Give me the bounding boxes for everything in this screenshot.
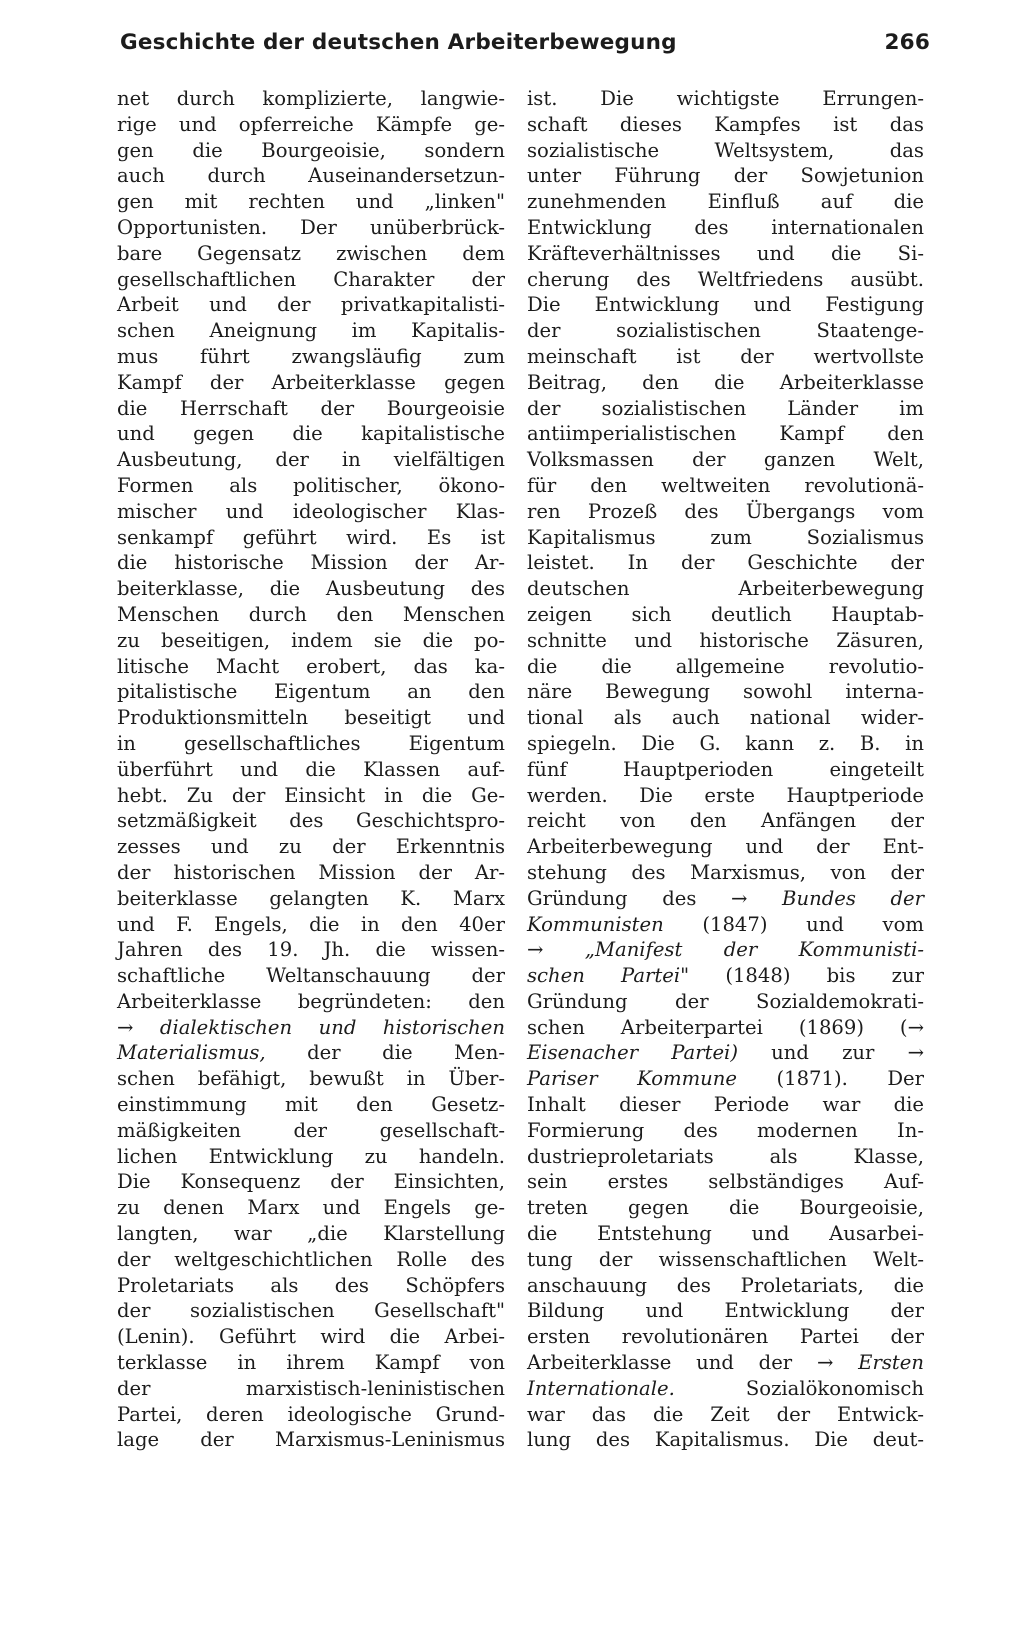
text-line: net durch komplizierte, langwie- — [117, 87, 505, 110]
text-line: die Entstehung und Ausarbei- — [527, 1222, 924, 1246]
text-line: Arbeiterbewegung und der Ent- — [527, 835, 924, 859]
text-line: Ausbeutung, der in vielfältigen — [117, 448, 505, 472]
crossref-term: Ersten — [833, 1351, 924, 1375]
text-line: gen mit rechten und „linken" — [117, 190, 505, 214]
text-line: setzmäßigkeit des Geschichtspro- — [117, 809, 505, 833]
text-line: der sozialistischen Länder im — [527, 396, 924, 420]
text-line: terklasse in ihrem Kampf von — [117, 1351, 505, 1375]
text-line: Kapitalismus zum Sozialismus — [527, 525, 924, 549]
text-line-crossref — [117, 1040, 505, 1066]
text-line-crossref — [527, 1040, 924, 1066]
text-line: zu denen Marx und Engels ge- — [117, 1196, 505, 1220]
text-line: einstimmung mit den Gesetz- — [117, 1093, 505, 1117]
text-line: der weltgeschichtlichen Rolle des — [117, 1247, 505, 1271]
text-run: (1871). Der — [737, 1067, 925, 1091]
text-line: Die Konsequenz der Einsichten, — [117, 1170, 505, 1194]
text-line: leistet. In der Geschichte der — [527, 551, 924, 575]
running-head — [120, 30, 930, 66]
text-line-crossref — [527, 1376, 924, 1402]
text-run: und zur → — [737, 1041, 924, 1065]
text-run: Gründung des — [527, 886, 732, 910]
text-line: Kräfteverhältnisses und die Si- — [527, 241, 924, 265]
text-line: der marxistisch-leninistischen — [117, 1376, 505, 1400]
text-line: lichen Entwicklung zu handeln. — [117, 1144, 505, 1168]
text-line: antiimperialistischen Kampf den — [527, 422, 924, 446]
text-line: ersten revolutionären Partei der — [527, 1325, 924, 1349]
text-line: stehung des Marxismus, von der — [527, 860, 924, 884]
crossref-term: Kommunisten — [527, 912, 664, 936]
text-line: Volksmassen der ganzen Welt, — [527, 448, 924, 472]
text-line: Bildung und Entwicklung der — [527, 1299, 924, 1323]
text-line-crossref — [527, 937, 924, 963]
text-line: und F. Engels, die in den 40er — [117, 912, 505, 936]
text-line: mus führt zwangsläufig zum — [117, 344, 505, 368]
text-line: Die Entwicklung und Festigung — [527, 293, 924, 317]
text-line: der sozialistischen Staatenge- — [527, 319, 924, 343]
text-line: Formen als politischer, ökono- — [117, 473, 505, 497]
text-line: die historische Mission der Ar- — [117, 551, 505, 575]
text-line: sein erstes selbständiges Auf- — [527, 1170, 924, 1194]
text-line: beiterklasse, die Ausbeutung des — [117, 577, 505, 601]
text-line: beiterklasse gelangten K. Marx — [117, 886, 505, 910]
text-line: mäßigkeiten der gesellschaft- — [117, 1118, 505, 1142]
text-line: Menschen durch den Menschen — [117, 602, 505, 626]
text-line: und gegen die kapitalistische — [117, 422, 505, 446]
text-line: Proletariats als des Schöpfers — [117, 1273, 505, 1297]
crossref-term: dialektischen und historischen — [133, 1015, 505, 1039]
crossref-arrow-icon: → — [731, 886, 748, 910]
crossref-arrow-icon: → — [527, 938, 544, 962]
crossref-term: Bundes der — [747, 886, 925, 910]
running-head-title: Geschichte der deutschen Arbeiterbewegung — [120, 30, 677, 55]
text-line: Opportunisten. Der unüberbrück- — [117, 215, 505, 239]
text-line: Partei, deren ideologische Grund- — [117, 1402, 505, 1426]
crossref-term: Pariser Kommune — [527, 1067, 738, 1091]
text-line: tung der wissenschaftlichen Welt- — [527, 1247, 924, 1271]
text-line: ist. Die wichtigste Errungen- — [527, 87, 924, 110]
text-line-crossref — [527, 1350, 924, 1376]
text-line: die die allgemeine revolutio- — [527, 654, 924, 678]
text-line: litische Macht erobert, das ka- — [117, 654, 505, 678]
text-line: zeigen sich deutlich Hauptab- — [527, 602, 924, 626]
text-line: für den weltweiten revolutionä- — [527, 473, 924, 497]
text-run: (1848) bis zur — [689, 964, 924, 988]
text-line: lung des Kapitalismus. Die deut- — [527, 1428, 924, 1452]
text-line-crossref — [117, 1015, 505, 1041]
text-line: Gründung der Sozialdemokrati- — [527, 989, 924, 1013]
crossref-term: Eisenacher Partei) — [527, 1041, 738, 1065]
text-line: Arbeiterklasse begründeten: den — [117, 989, 505, 1013]
text-line: schen Arbeiterpartei (1869) (→ — [527, 1015, 924, 1039]
text-line: sozialistische Weltsystem, das — [527, 138, 924, 162]
crossref-term: schen Partei" — [527, 964, 690, 988]
text-line: Produktionsmitteln beseitigt und — [117, 706, 505, 730]
text-line: zunehmenden Einfluß auf die — [527, 190, 924, 214]
text-line-crossref — [527, 963, 924, 989]
text-line: schaft dieses Kampfes ist das — [527, 112, 924, 136]
text-line: Beitrag, den die Arbeiterklasse — [527, 370, 924, 394]
page-number: 266 — [884, 30, 930, 55]
text-line: tional als auch national wider- — [527, 706, 924, 730]
text-line: (Lenin). Geführt wird die Arbei- — [117, 1325, 505, 1349]
text-line: zesses und zu der Erkenntnis — [117, 835, 505, 859]
text-line: fünf Hauptperioden eingeteilt — [527, 757, 924, 781]
text-line: gen die Bourgeoisie, sondern — [117, 138, 505, 162]
text-line-crossref — [527, 912, 924, 938]
text-line: cherung des Weltfriedens ausübt. — [527, 267, 924, 291]
text-line: anschauung des Proletariats, die — [527, 1273, 924, 1297]
text-line: unter Führung der Sowjetunion — [527, 164, 924, 188]
text-line: meinschaft ist der wertvollste — [527, 344, 924, 368]
text-line: Arbeit und der privatkapitalisti- — [117, 293, 505, 317]
text-line: die Herrschaft der Bourgeoisie — [117, 396, 505, 420]
crossref-term: Internationale. — [527, 1376, 675, 1400]
text-line: der historischen Mission der Ar- — [117, 860, 505, 884]
text-line: war das die Zeit der Entwick- — [527, 1402, 924, 1426]
crossref-term: Materialismus, — [117, 1041, 266, 1065]
text-line: schaftliche Weltanschauung der — [117, 964, 505, 988]
text-line: der sozialistischen Gesellschaft" — [117, 1299, 505, 1323]
crossref-term: „Manifest der Kommunisti- — [543, 938, 924, 962]
text-line: auch durch Auseinandersetzun- — [117, 164, 505, 188]
text-line: Entwicklung des internationalen — [527, 215, 924, 239]
text-line: Inhalt dieser Periode war die — [527, 1093, 924, 1117]
text-run: Arbeiterklasse und der — [527, 1351, 817, 1375]
text-line: mischer und ideologischer Klas- — [117, 499, 505, 523]
crossref-arrow-icon: → — [816, 1351, 834, 1375]
text-line: dustrieproletariats als Klasse, — [527, 1144, 924, 1168]
text-line: überführt und die Klassen auf- — [117, 757, 505, 781]
text-line: zu beseitigen, indem sie die po- — [117, 628, 505, 652]
text-line: senkampf geführt wird. Es ist — [117, 525, 505, 549]
text-line: treten gegen die Bourgeoisie, — [527, 1196, 924, 1220]
text-line: in gesellschaftliches Eigentum — [117, 731, 505, 755]
text-line: schnitte und historische Zäsuren, — [527, 628, 924, 652]
text-line: Jahren des 19. Jh. die wissen- — [117, 938, 505, 962]
text-line: pitalistische Eigentum an den — [117, 680, 505, 704]
text-line: spiegeln. Die G. kann z. B. in — [527, 731, 924, 755]
text-run: Sozialökonomisch — [674, 1376, 924, 1400]
text-line: lage der Marxismus-Leninismus — [117, 1428, 505, 1452]
text-line: Formierung des modernen In- — [527, 1118, 924, 1142]
left-column — [117, 86, 505, 1453]
text-line: deutschen Arbeiterbewegung — [527, 577, 924, 601]
text-line: bare Gegensatz zwischen dem — [117, 241, 505, 265]
text-run: der die Men- — [265, 1041, 505, 1065]
text-line: rige und opferreiche Kämpfe ge- — [117, 112, 505, 136]
text-line: gesellschaftlichen Charakter der — [117, 267, 505, 291]
text-line-crossref — [527, 886, 924, 912]
text-line: schen befähigt, bewußt in Über- — [117, 1067, 505, 1091]
text-run: (1847) und vom — [663, 912, 924, 936]
crossref-arrow-icon: → — [117, 1015, 134, 1039]
right-column — [527, 86, 924, 1453]
text-line: werden. Die erste Hauptperiode — [527, 783, 924, 807]
text-line: näre Bewegung sowohl interna- — [527, 680, 924, 704]
text-line: schen Aneignung im Kapitalis- — [117, 319, 505, 343]
text-line: langten, war „die Klarstellung — [117, 1222, 505, 1246]
text-line-crossref — [527, 1066, 924, 1092]
text-line: Kampf der Arbeiterklasse gegen — [117, 370, 505, 394]
text-line: reicht von den Anfängen der — [527, 809, 924, 833]
text-line: hebt. Zu der Einsicht in die Ge- — [117, 783, 505, 807]
text-line: ren Prozeß des Übergangs vom — [527, 499, 924, 523]
